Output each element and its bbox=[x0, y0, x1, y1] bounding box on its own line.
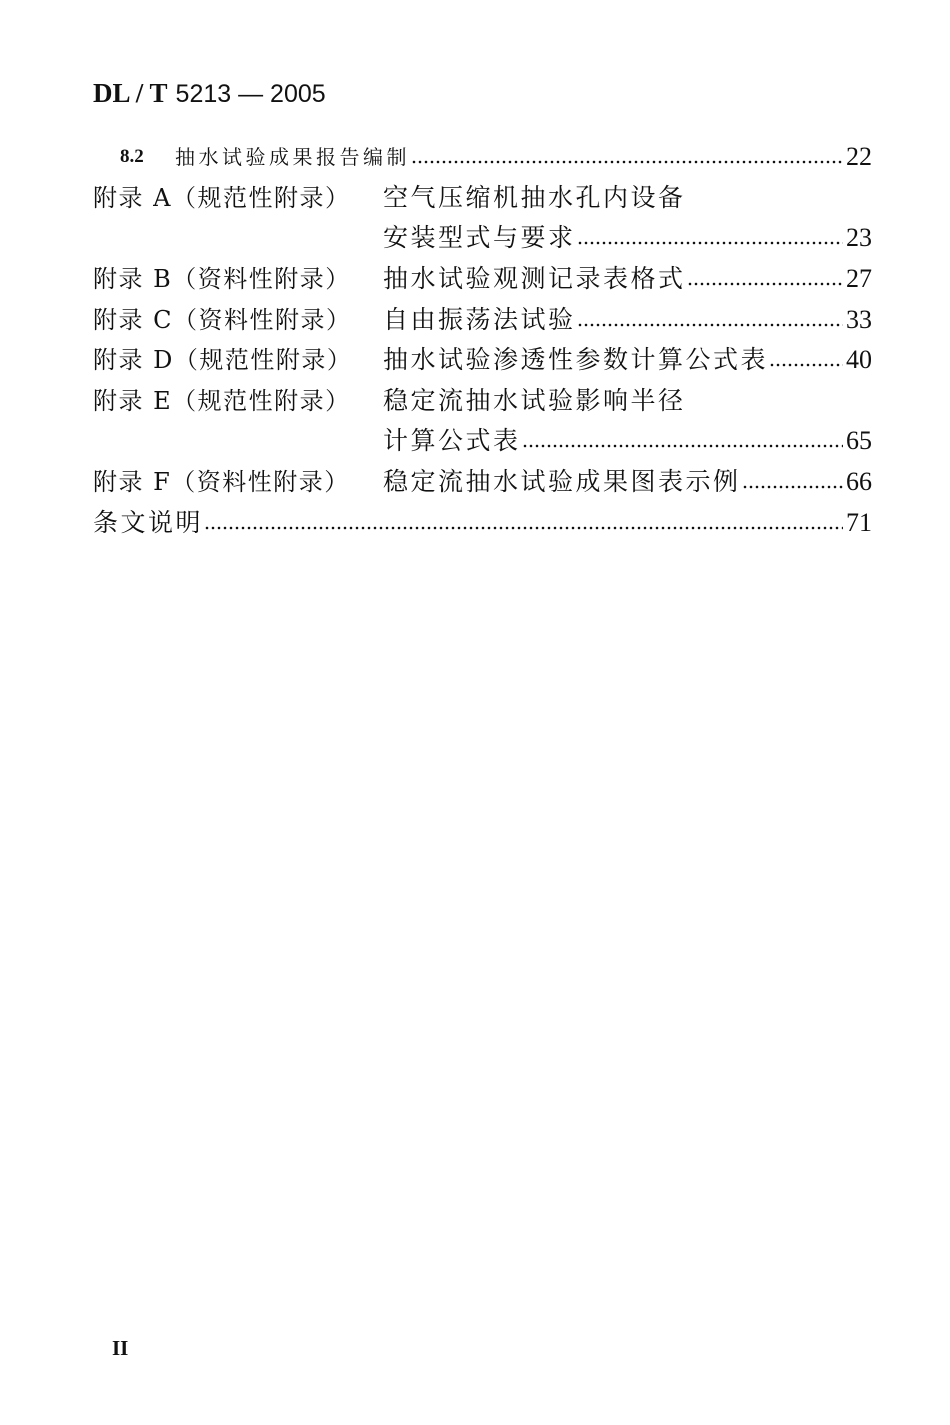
toc-appendix-label: 附录 D（规范性附录） bbox=[93, 346, 353, 374]
dot-leader bbox=[578, 323, 843, 327]
toc-appendix-label: 附录 E（规范性附录） bbox=[93, 387, 351, 415]
toc-page-number: 65 bbox=[846, 426, 872, 455]
dot-leader bbox=[205, 526, 843, 530]
toc-entry-8-2 bbox=[93, 140, 872, 174]
toc-page-number: 66 bbox=[846, 467, 872, 496]
toc-entry-title: 条文说明 bbox=[93, 508, 204, 537]
toc-page-number: 22 bbox=[846, 142, 872, 171]
toc-entry-appendix-f bbox=[93, 465, 872, 499]
dot-leader bbox=[578, 241, 843, 245]
toc-entry-title: 抽水试验成果报告编制 bbox=[175, 145, 410, 169]
toc-appendix-label: 附录 F（资料性附录） bbox=[93, 468, 350, 496]
toc-entry-title: 空气压缩机抽水孔内设备 bbox=[383, 183, 686, 212]
dot-leader bbox=[743, 485, 843, 489]
standard-code-prefix: DL / T bbox=[93, 78, 168, 108]
standard-code-header bbox=[93, 78, 326, 112]
toc-entry-title: 抽水试验渗透性参数计算公式表 bbox=[383, 345, 769, 374]
toc-entry-appendix-e-continued bbox=[93, 424, 872, 458]
toc-page-number: 71 bbox=[846, 508, 872, 537]
dot-leader bbox=[770, 363, 843, 367]
toc-page-number: 33 bbox=[846, 305, 872, 334]
toc-section-number: 8.2 bbox=[120, 146, 144, 167]
toc-page-number: 27 bbox=[846, 264, 872, 293]
toc-appendix-label: 附录 B（资料性附录） bbox=[93, 265, 351, 293]
page-number-footer: II bbox=[112, 1336, 129, 1360]
toc-entry-title-continued: 安装型式与要求 bbox=[383, 223, 576, 252]
toc-entry-title: 稳定流抽水试验成果图表示例 bbox=[383, 467, 741, 496]
toc-entry-title: 抽水试验观测记录表格式 bbox=[383, 264, 686, 293]
standard-code-number: 5213 — 2005 bbox=[175, 80, 326, 108]
toc-entry-title-continued: 计算公式表 bbox=[383, 426, 521, 455]
toc-entry-appendix-a bbox=[93, 181, 872, 215]
toc-entry-title: 稳定流抽水试验影响半径 bbox=[383, 386, 686, 415]
toc-appendix-label: 附录 A（规范性附录） bbox=[93, 184, 351, 212]
dot-leader bbox=[412, 160, 843, 164]
toc-entry-appendix-e bbox=[93, 384, 872, 418]
toc-entry-title: 自由振荡法试验 bbox=[383, 305, 576, 334]
dot-leader bbox=[688, 282, 843, 286]
toc-entry-explanation bbox=[93, 506, 872, 540]
toc-entry-appendix-a-continued bbox=[93, 221, 872, 255]
toc-appendix-label: 附录 C（资料性附录） bbox=[93, 306, 352, 334]
toc-entry-appendix-d bbox=[93, 343, 872, 377]
toc-entry-appendix-c bbox=[93, 303, 872, 337]
dot-leader bbox=[523, 444, 843, 448]
toc-page-number: 40 bbox=[846, 345, 872, 374]
toc-page-number: 23 bbox=[846, 223, 872, 252]
toc-entry-appendix-b bbox=[93, 262, 872, 296]
